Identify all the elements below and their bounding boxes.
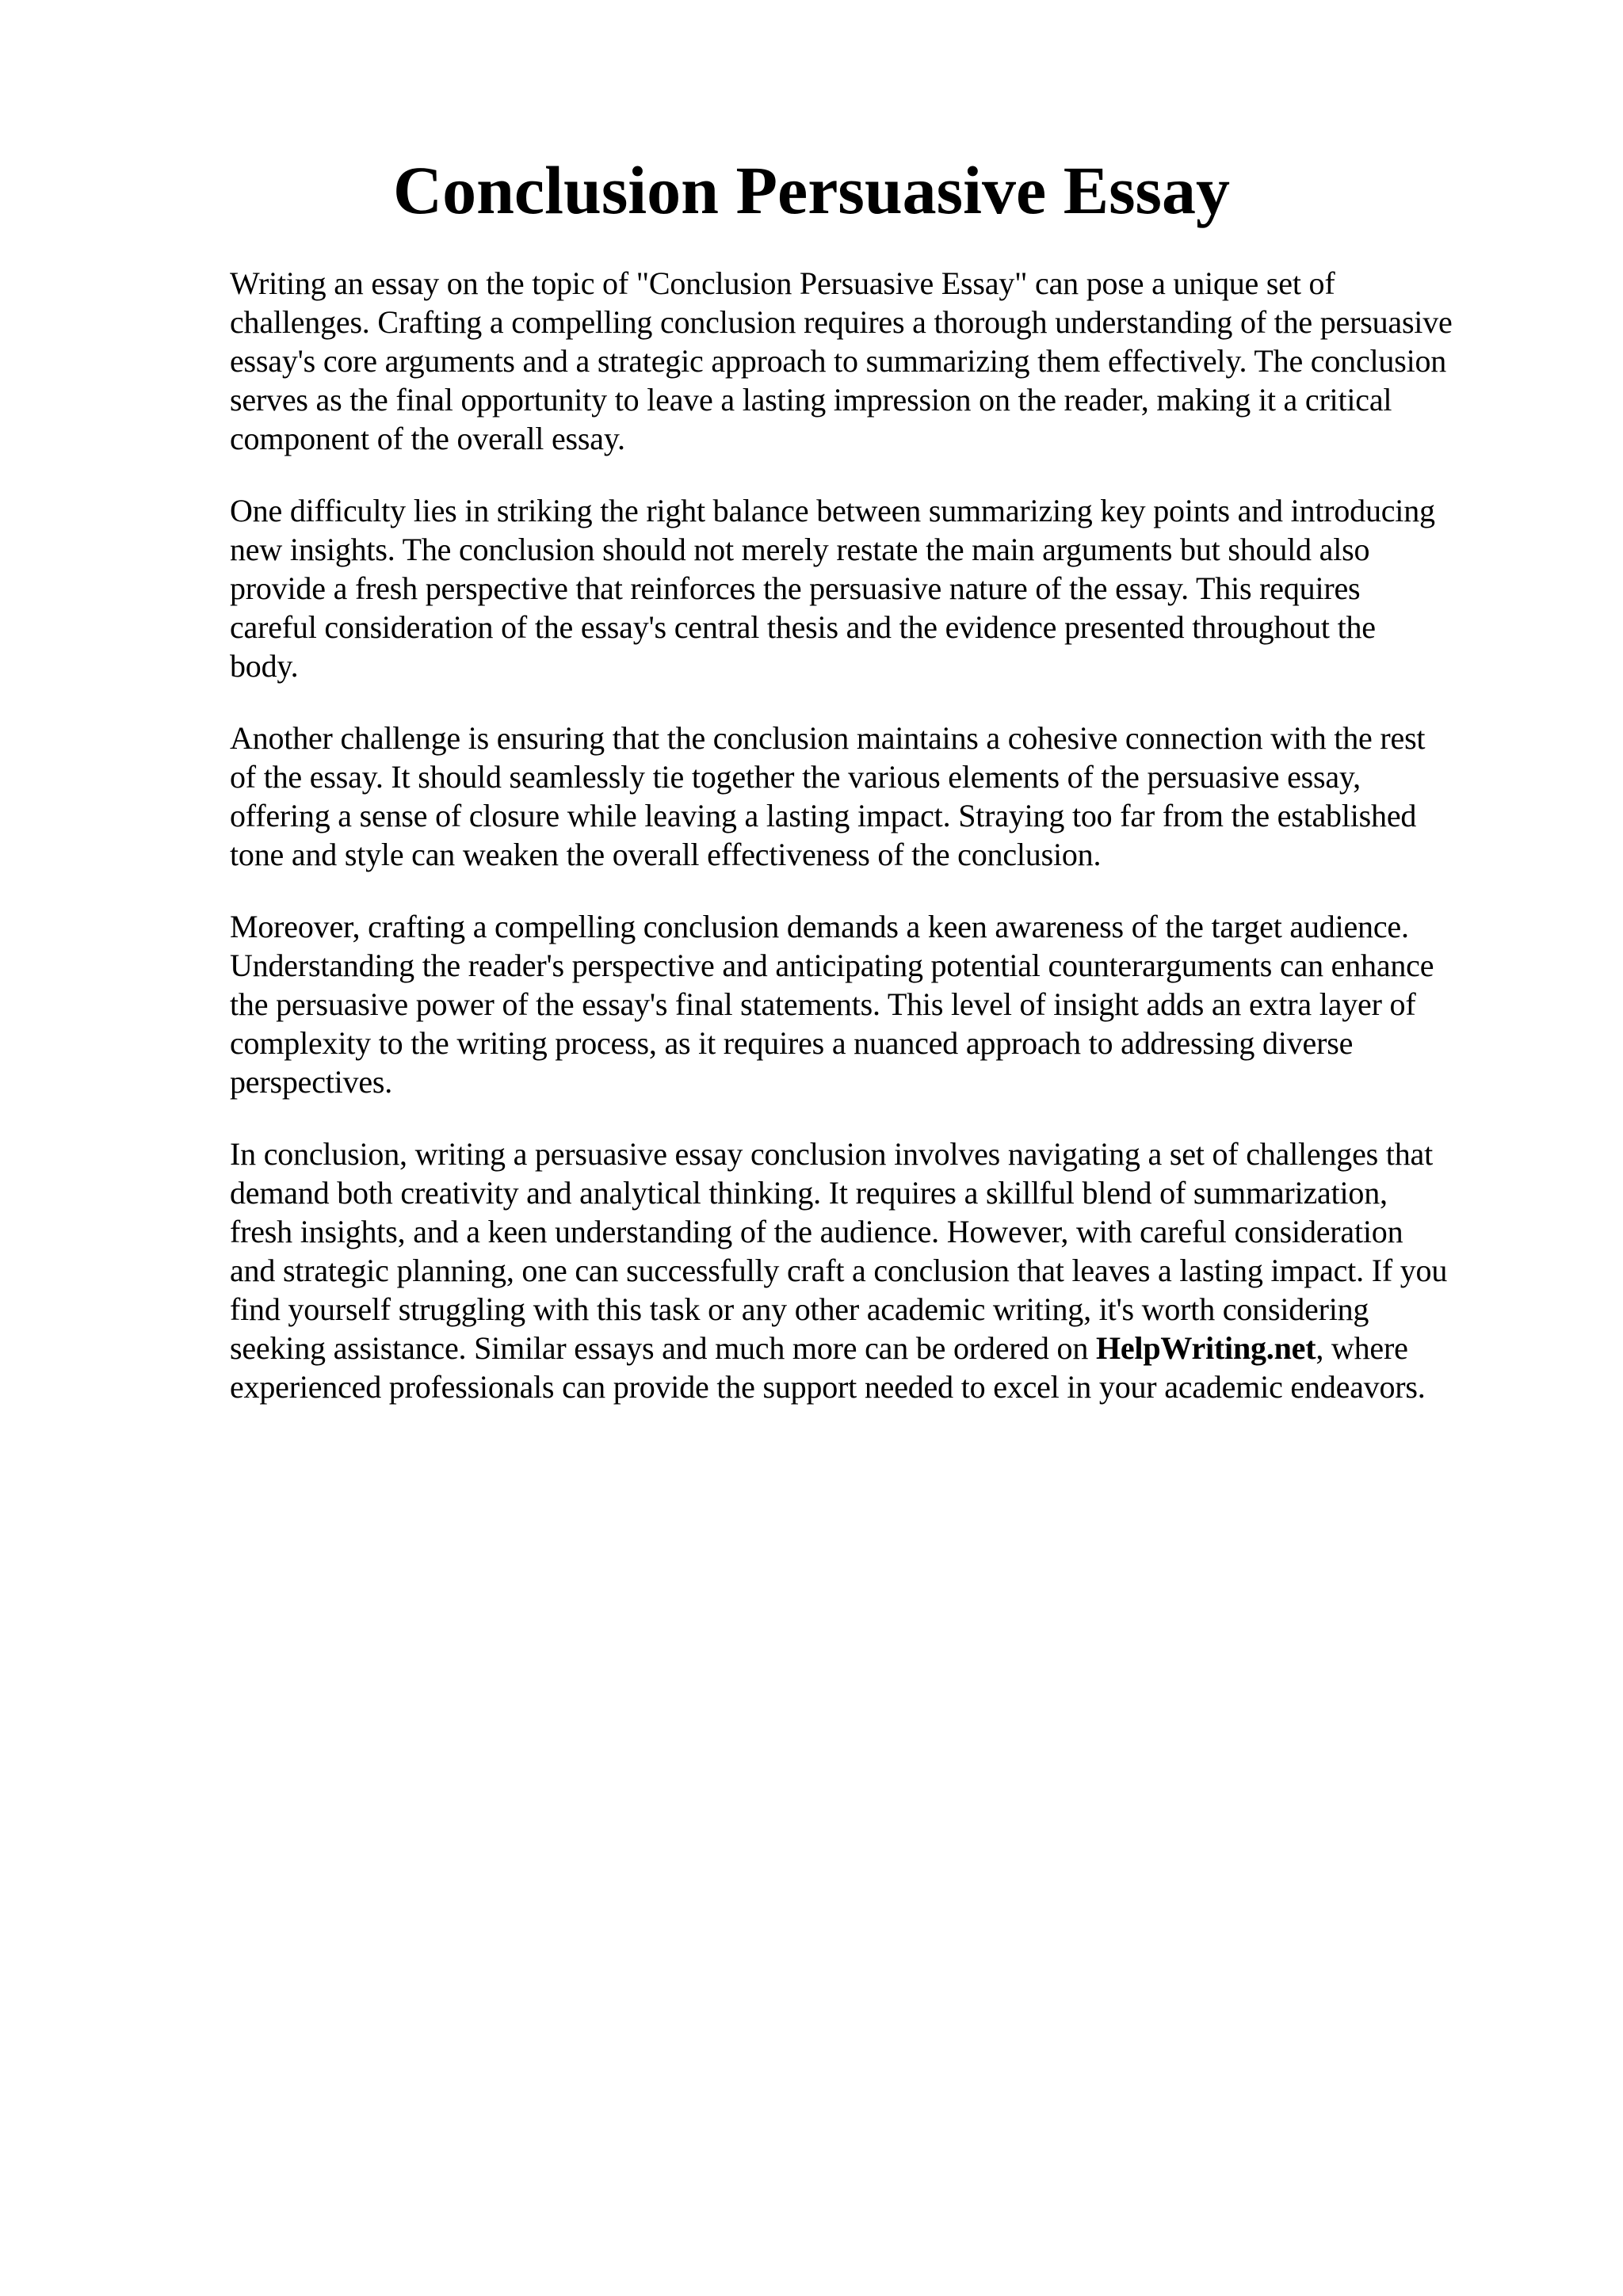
text-line: In conclusion, writing a persuasive essay conclusion involves navigating a set of challenges that [230, 1136, 1433, 1172]
document-body [230, 264, 1522, 1440]
text-line: find yourself struggling with this task or any other academic writing, it's worth considering [230, 1291, 1369, 1327]
paragraph-4 [230, 907, 1522, 1101]
paragraph-1 [230, 264, 1522, 458]
text-line: One difficulty lies in striking the right balance between summarizing key points and introducing [230, 493, 1435, 528]
text-line: serves as the final opportunity to leave a lasting impression on the reader, making it a critical [230, 382, 1392, 418]
paragraph-2 [230, 491, 1522, 685]
text-line: component of the overall essay. [230, 421, 625, 456]
text-line: offering a sense of closure while leaving a lasting impact. Straying too far from the established [230, 798, 1417, 833]
pre-link-text: seeking assistance. Similar essays and much more can be ordered on [230, 1330, 1096, 1366]
paragraph-5 [230, 1135, 1522, 1406]
text-line: body. [230, 648, 299, 684]
text-line: Writing an essay on the topic of "Conclusion Persuasive Essay" can pose a unique set of [230, 265, 1335, 301]
post-link-text: , where [1316, 1330, 1408, 1366]
text-line: Understanding the reader's perspective and anticipating potential counterarguments can enhance [230, 948, 1434, 983]
text-line: essay's core arguments and a strategic approach to summarizing them effectively. The conclusion [230, 343, 1447, 379]
text-line: Another challenge is ensuring that the conclusion maintains a cohesive connection with the rest [230, 720, 1426, 756]
text-line: challenges. Crafting a compelling conclusion requires a thorough understanding of the persuasive [230, 304, 1453, 340]
page-title: Conclusion Persuasive Essay [392, 152, 1231, 228]
text-line: of the essay. It should seamlessly tie together the various elements of the persuasive essay, [230, 759, 1361, 795]
text-line: experienced professionals can provide the support needed to excel in your academic endeavors. [230, 1369, 1426, 1405]
text-line: careful consideration of the essay's central thesis and the evidence presented throughout the [230, 609, 1376, 645]
text-line: fresh insights, and a keen understanding of the audience. However, with careful consideration [230, 1214, 1403, 1249]
text-line: demand both creativity and analytical thinking. It requires a skillful blend of summarization, [230, 1175, 1388, 1211]
text-line: new insights. The conclusion should not merely restate the main arguments but should also [230, 532, 1370, 567]
text-line: provide a fresh perspective that reinforces the persuasive nature of the essay. This requires [230, 570, 1361, 606]
text-line: and strategic planning, one can successfully craft a conclusion that leaves a lasting impact. If you [230, 1253, 1448, 1288]
text-line: complexity to the writing process, as it requires a nuanced approach to addressing diverse [230, 1025, 1354, 1061]
text-line: Moreover, crafting a compelling conclusion demands a keen awareness of the target audience. [230, 909, 1409, 944]
paragraph-3 [230, 719, 1522, 874]
text-line: the persuasive power of the essay's final statements. This level of insight adds an extra layer of [230, 986, 1416, 1022]
text-line: perspectives. [230, 1064, 393, 1100]
text-line: tone and style can weaken the overall effectiveness of the conclusion. [230, 837, 1102, 872]
text-line-with-link [230, 1329, 1522, 1367]
helpwriting-link[interactable]: HelpWriting.net [1095, 1330, 1316, 1366]
